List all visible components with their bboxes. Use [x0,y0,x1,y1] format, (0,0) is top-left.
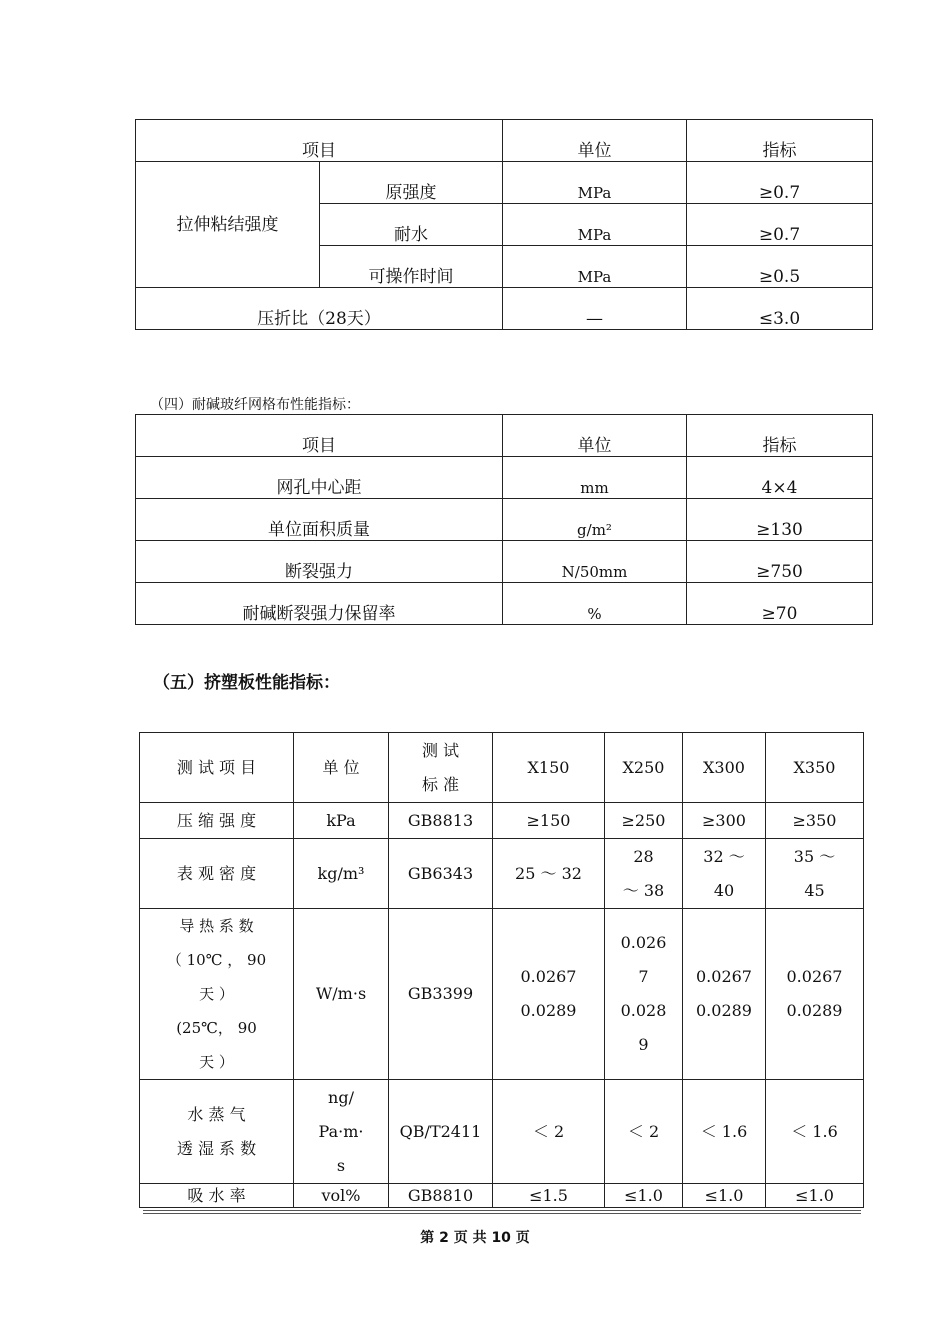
table-row [140,909,864,1080]
row-value: ≥750 [687,541,873,583]
row-x250-line: 28 [633,846,654,866]
row-standard: GB8813 [389,803,493,839]
row-item-line: 天 ） [199,1053,234,1071]
row-x250: ≥250 [605,803,683,839]
table-row [140,803,864,839]
row-x300-line: 0.0289 [696,1001,752,1020]
section5-caption: （五）挤塑板性能指标： [153,673,340,693]
row-value: ≥0.7 [687,162,873,204]
table-row [136,499,873,541]
row-name: 网孔中心距 [136,457,503,499]
table-header-row [136,415,873,457]
row-item [140,909,294,1080]
row-unit: % [503,583,687,625]
row-unit: MPa [503,246,687,288]
row-unit: MPa [503,162,687,204]
row-unit-line: ng/ [328,1087,354,1107]
row-x300-line: 0.0267 [696,967,752,986]
row-x150 [493,909,605,1080]
row-x350-line: 35 ～ [793,846,836,866]
row-x250 [605,839,683,909]
row-item: 吸 水 率 [140,1184,294,1208]
row-value: ≥70 [687,583,873,625]
row-name: 断裂强力 [136,541,503,583]
row-item-line: （ 10℃ ， 90 [166,951,267,969]
row-x250: ＜ 2 [605,1080,683,1184]
row-name: 压折比（28天） [136,288,503,330]
row-x300 [683,839,766,909]
row-unit: — [503,288,687,330]
row-x250-line: 7 [638,967,649,986]
row-x350 [766,909,864,1080]
row-x350 [766,839,864,909]
header-value: 指标 [687,120,873,162]
row-x150: ≤1.5 [493,1184,605,1208]
header-x250: X250 [605,733,683,803]
row-value: ≥0.7 [687,204,873,246]
row-x300-line: 40 [713,880,735,900]
row-x300: ＜ 1.6 [683,1080,766,1184]
row-x350: ≤1.0 [766,1184,864,1208]
row-x300: ≥300 [683,803,766,839]
header-item: 项目 [136,415,503,457]
row-x300-line: 32 ～ [703,846,745,866]
row-value: ≥0.5 [687,246,873,288]
row-unit: MPa [503,204,687,246]
header-standard-line2: 标 准 [421,774,460,794]
row-x350-line: 0.0289 [786,1001,843,1020]
header-unit: 单 位 [294,733,389,803]
table-row [136,541,873,583]
row-unit: vol% [294,1184,389,1208]
section4-caption: （四）耐碱玻纤网格布性能指标： [150,397,360,413]
row-item-line: 透 湿 系 数 [176,1138,257,1158]
group-label: 拉伸粘结强度 [136,162,320,288]
row-x350: ＜ 1.6 [766,1080,864,1184]
footer-divider [143,1210,861,1214]
row-standard: QB/T2411 [389,1080,493,1184]
table-row [136,583,873,625]
page-footer: 第 2 页 共 10 页 [420,1230,530,1246]
row-value: 4×4 [687,457,873,499]
row-x250: ≤1.0 [605,1184,683,1208]
row-x350: ≥350 [766,803,864,839]
row-unit-line: Pa·m· [318,1121,364,1141]
xps-board-table [139,732,864,1208]
row-x250-line: 0.028 [620,1001,667,1020]
row-item: 压 缩 强 度 [140,803,294,839]
row-name: 耐水 [320,204,503,246]
header-x350: X350 [766,733,864,803]
row-x150-line: 0.0267 [520,967,577,986]
table-row [136,457,873,499]
header-item-text: 测 试 项 目 [176,757,257,777]
row-standard: GB3399 [389,909,493,1080]
table-row [136,288,873,330]
header-standard [389,733,493,803]
row-name: 原强度 [320,162,503,204]
row-item-line: 导 热 系 数 [179,917,254,935]
header-standard-line1: 测 试 [421,740,460,760]
row-x250-line: ～ 38 [622,880,665,900]
mesh-fabric-table [135,414,873,625]
row-name: 单位面积质量 [136,499,503,541]
row-x250 [605,909,683,1080]
adhesive-mortar-table [135,119,873,330]
header-unit: 单位 [503,415,687,457]
row-unit: kPa [294,803,389,839]
table-header-row [136,120,873,162]
row-x300: ≤1.0 [683,1184,766,1208]
row-value: ≤3.0 [687,288,873,330]
row-unit [294,1080,389,1184]
row-x150: 25 ～ 32 [493,839,605,909]
row-x350-line: 45 [804,880,825,900]
row-unit-line: s [336,1155,346,1175]
header-x300: X300 [683,733,766,803]
header-unit: 单位 [503,120,687,162]
row-x150: ≥150 [493,803,605,839]
header-x150: X150 [493,733,605,803]
table-header-row [140,733,864,803]
row-standard: GB6343 [389,839,493,909]
row-name: 耐碱断裂强力保留率 [136,583,503,625]
row-item [140,1080,294,1184]
table-row [136,162,873,204]
row-unit: W/m·s [294,909,389,1080]
row-unit: mm [503,457,687,499]
row-name: 可操作时间 [320,246,503,288]
row-item-line: 水 蒸 气 [187,1104,246,1124]
row-value: ≥130 [687,499,873,541]
row-x300 [683,909,766,1080]
row-item: 表 观 密 度 [140,839,294,909]
row-unit: g/m² [503,499,687,541]
header-value: 指标 [687,415,873,457]
row-unit: N/50mm [503,541,687,583]
row-x250-line: 0.026 [620,933,667,952]
table-row [140,1080,864,1184]
row-unit: kg/m³ [294,839,389,909]
row-x250-line: 9 [638,1035,649,1054]
row-item-line: 天 ） [199,985,234,1003]
row-x150-line: 0.0289 [520,1001,577,1020]
header-item [140,733,294,803]
table-row [140,1184,864,1208]
header-item: 项目 [136,120,503,162]
table-row [140,839,864,909]
row-standard: GB8810 [389,1184,493,1208]
row-x150: ＜ 2 [493,1080,605,1184]
row-x350-line: 0.0267 [786,967,843,986]
row-item-line: (25℃， 90 [176,1019,257,1037]
